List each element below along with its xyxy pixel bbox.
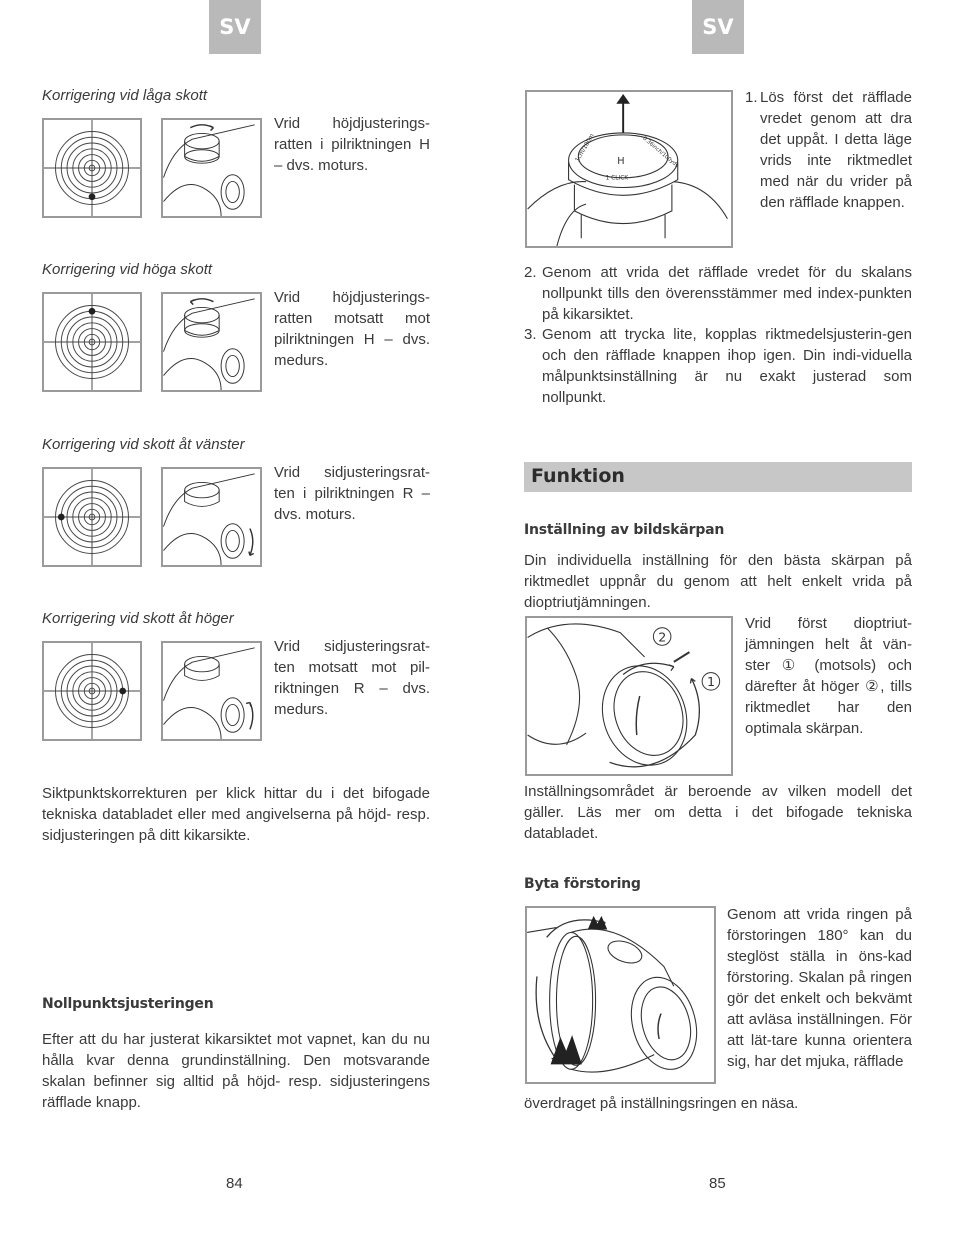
section-text-high-shots: Vrid höjdjusterings-ratten motsatt mot pilriktningen H – dvs. medurs. — [274, 289, 430, 369]
impact-dot — [119, 688, 126, 695]
diopter-step-two-label: 2 — [658, 629, 667, 645]
diopter-step-one-label: 1 — [707, 674, 716, 690]
turret-illustration-1 — [161, 118, 262, 218]
turret-icon — [163, 120, 260, 216]
impact-dot — [89, 308, 96, 315]
arrow-up-icon — [616, 94, 630, 104]
target-icon — [44, 643, 140, 739]
step-3-text: Genom att trycka lite, kopplas riktmedelsjusterin-gen och den räfflade knappen ihop igen. Din indi-viduella målpunktsinställning är nu exakt justerad som nollpunkt. — [542, 326, 912, 406]
step-1 — [745, 87, 912, 213]
step-1-number: 1. — [745, 89, 758, 106]
magnification-ring-icon — [527, 908, 714, 1082]
section-text-low-shots: Vrid höjdjusterings-ratten i pilriktningen H – dvs. moturs. — [274, 115, 430, 174]
section-caption-high-shots: Korrigering vid höga skott — [42, 261, 213, 278]
target-diagram-low — [42, 118, 142, 218]
focus-intro-text: Din individuella inställning för den bästa skärpan på riktmedlet uppnår du genom att helt enkelt vrida på dioptriutjämningen. — [524, 552, 912, 611]
target-diagram-high — [42, 292, 142, 392]
page-number-right: 85 — [709, 1175, 726, 1192]
turret-illustration-4 — [161, 641, 262, 741]
magnification-heading: Byta förstoring — [524, 876, 641, 892]
magnification-illustration — [525, 906, 716, 1084]
focus-heading: Inställning av bildskärpan — [524, 522, 725, 538]
step-2 — [524, 262, 912, 325]
turret-illustration-3 — [161, 467, 262, 567]
focus-instruction-text: Vrid först dioptriut-jämningen helt åt vän-ster ① (motsols) och därefter åt höger ②, tills riktmedlet har den optimala skärpan. — [745, 615, 912, 737]
step-3-number: 3. — [524, 326, 537, 343]
section-caption-low-shots: Korrigering vid låga skott — [42, 87, 208, 104]
section-text-left-shots: Vrid sidjusteringsrat-ten i pilriktningen R – dvs. moturs. — [274, 464, 430, 523]
target-icon — [44, 120, 140, 216]
turret-icon — [163, 469, 260, 565]
page-number-left: 84 — [226, 1175, 243, 1192]
section-header-funktion — [524, 462, 912, 492]
zero-adjust-heading: Nollpunktsjusteringen — [42, 996, 214, 1012]
target-diagram-right — [42, 641, 142, 741]
turret-illustration-2 — [161, 292, 262, 392]
step-3 — [524, 324, 912, 408]
diopter-ring-icon — [527, 618, 731, 774]
zero-adjust-text: Efter att du har justerat kikarsiktet mot vapnet, kan du nu hålla kvar denna grundinställning. Den motsvarande skalan befinner sig alltid på höjd- resp. sidjusteringens räfflade knapp. — [42, 1031, 430, 1111]
mountain-small-icon — [588, 916, 608, 930]
turret-icon — [163, 643, 260, 739]
impact-dot — [89, 193, 96, 200]
focus-range-text: Inställningsområdet är beroende av vilken modell det gäller. Läs mer om detta i det bifogade tekniska databladet. — [524, 783, 912, 842]
turret-icon — [163, 294, 260, 390]
target-icon — [44, 294, 140, 390]
language-badge-right: SV — [692, 0, 744, 54]
turret-knob-icon — [527, 92, 731, 246]
funktion-heading: Funktion — [531, 465, 625, 487]
target-icon — [44, 469, 140, 565]
turret-click-label: 1 CLICK — [605, 175, 629, 182]
turret-h-label: H — [617, 156, 625, 168]
impact-dot — [58, 514, 65, 521]
magnification-text: Genom att vrida ringen på förstoringen 180° kan du steglöst ställa in öns-kad förstoring. Skalan på ringen gör det enkelt och bekvämt att avläsa inställningen. För att lät-tare kunna orientera sig, har det mjuka, räfflade — [727, 906, 912, 1070]
magnification-text-cont: överdraget på inställningsringen en näsa. — [524, 1095, 799, 1112]
mountain-large-icon — [551, 1035, 582, 1064]
section-text-right-shots: Vrid sidjusteringsrat-ten motsatt mot pil-riktningen R – dvs. medurs. — [274, 638, 430, 718]
section-caption-left-shots: Korrigering vid skott åt vänster — [42, 436, 245, 453]
language-badge-left: SV — [209, 0, 261, 54]
diopter-illustration — [525, 616, 733, 776]
click-correction-text: Siktpunktskorrekturen per klick hittar du i det bifogade tekniska databladet eller med angivelserna på höjd- resp. sidjusteringen på ditt kikarsikte. — [42, 785, 430, 844]
section-caption-right-shots: Korrigering vid skott åt höger — [42, 610, 234, 627]
turret-unit-imperial-label: 0.36inch/100yds — [641, 135, 680, 169]
step-1-text: Lös först det räfflade vredet genom att dra det uppåt. I detta läge vrids inte riktmedlet med när du vrider på den räfflade knappen. — [760, 89, 912, 211]
step-2-number: 2. — [524, 264, 537, 281]
step-2-text: Genom att vrida det räfflade vredet för du skalans nollpunkt tills den överensstämmer med index-punkten på kikarsiktet. — [542, 264, 912, 323]
target-diagram-left — [42, 467, 142, 567]
turret-unit-metric-label: 1cm/100m — [574, 133, 596, 164]
turret-pull-illustration — [525, 90, 733, 248]
